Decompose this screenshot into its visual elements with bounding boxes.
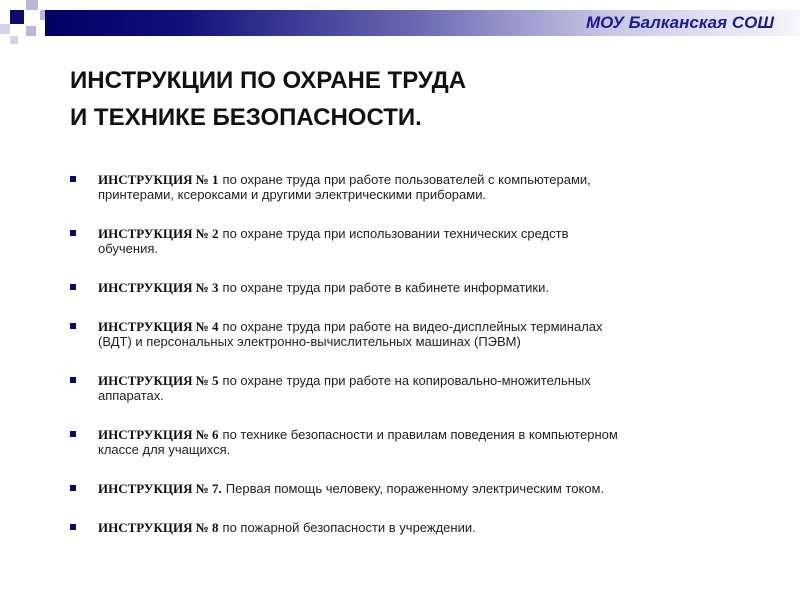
instruction-text: по пожарной безопасности в учреждении.: [222, 520, 476, 535]
instruction-text: по охране труда при работе на копировально-множительных: [222, 373, 591, 388]
list-item: [70, 520, 760, 535]
instruction-text: по охране труда при работе на видео-дисплейных терминалах: [222, 319, 603, 334]
list-item: [70, 373, 760, 403]
bullet-icon: [70, 176, 76, 182]
instruction-text: по охране труда при работе пользователей с компьютерами,: [222, 172, 591, 187]
instruction-number: ИНСТРУКЦИЯ № 3: [98, 280, 219, 295]
instruction-number: ИНСТРУКЦИЯ № 4: [98, 319, 219, 334]
instruction-number: ИНСТРУКЦИЯ № 6: [98, 427, 219, 442]
instruction-text-cont: аппаратах.: [98, 388, 164, 403]
instruction-text-cont: классе для учащихся.: [98, 442, 231, 457]
list-item: [70, 226, 760, 256]
instruction-number: ИНСТРУКЦИЯ № 1: [98, 172, 219, 187]
decor-square: [10, 36, 18, 44]
list-item: [70, 427, 760, 457]
bullet-icon: [70, 230, 76, 236]
list-item: [70, 481, 760, 496]
instruction-text: Первая помощь человеку, пораженному электрическим током.: [225, 481, 605, 496]
bullet-icon: [70, 323, 76, 329]
instruction-number: ИНСТРУКЦИЯ № 2: [98, 226, 219, 241]
list-item: [70, 319, 760, 349]
instruction-text-cont: обучения.: [98, 241, 158, 256]
instruction-text: по технике безопасности и правилам поведения в компьютерном: [222, 427, 618, 442]
instruction-text: по охране труда при использовании технических средств: [222, 226, 569, 241]
decor-square: [26, 26, 36, 36]
list-item: [70, 280, 760, 295]
bullet-icon: [70, 431, 76, 437]
instruction-text-cont: (ВДТ) и персональных электронно-вычислительных машинах (ПЭВМ): [98, 334, 521, 349]
slide-title: [70, 62, 770, 136]
instruction-number: ИНСТРУКЦИЯ № 8: [98, 520, 219, 535]
instruction-text-cont: принтерами, ксероксами и другими электрическими приборами.: [98, 187, 487, 202]
instruction-list: [70, 172, 760, 559]
instruction-number: ИНСТРУКЦИЯ № 7.: [98, 481, 222, 496]
decor-square: [0, 24, 10, 34]
header-bar: [0, 0, 800, 50]
bullet-icon: [70, 485, 76, 491]
instruction-text: по охране труда при работе в кабинете информатики.: [222, 280, 549, 295]
title-line-2: И ТЕХНИКЕ БЕЗОПАСНОСТИ.: [70, 104, 422, 131]
decor-square: [10, 10, 24, 24]
bullet-icon: [70, 377, 76, 383]
bullet-icon: [70, 524, 76, 530]
instruction-number: ИНСТРУКЦИЯ № 5: [98, 373, 219, 388]
list-item: [70, 172, 760, 202]
title-line-1: ИНСТРУКЦИИ ПО ОХРАНЕ ТРУДА: [70, 67, 467, 94]
decor-square: [26, 0, 38, 10]
school-name: МОУ Балканская СОШ: [586, 13, 774, 32]
bullet-icon: [70, 284, 76, 290]
